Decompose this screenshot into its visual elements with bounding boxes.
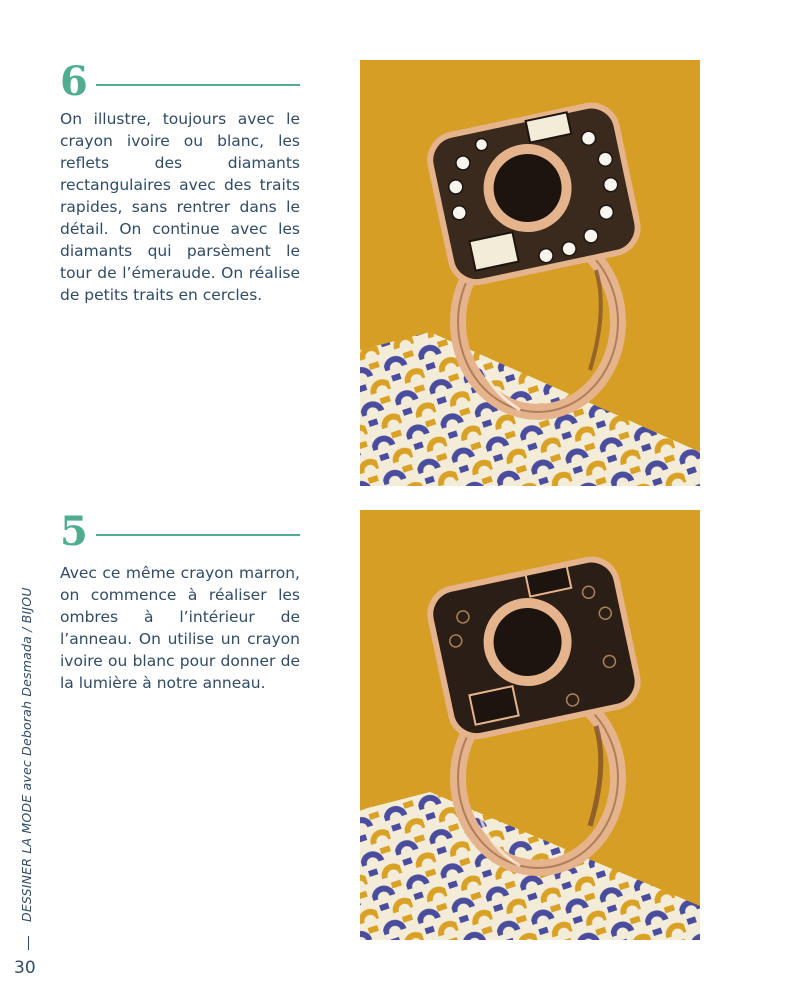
step-5-header [60,508,300,555]
step-6-header [60,58,300,105]
step-number: 5 [60,508,88,555]
step-divider [96,534,300,536]
ring-illustration-step-5 [360,510,700,940]
step-instructions: On illustre, toujours avec le crayon ivoire ou blanc, les reflets des diamants rectangulaires avec des traits rapides, sans rentrer dans le détail. On continue avec les diamants qui parsèment le tour de l’émeraude. On réalise de petits traits en cercles. [60,110,300,304]
step-6 [60,58,300,306]
sidebar-divider [28,936,29,950]
step-number: 6 [60,58,88,105]
step-instructions: Avec ce même crayon marron, on commence à réaliser les ombres à l’intérieur de l’anneau. On utilise un crayon ivoire ou blanc pour donner de la lumière à notre anneau. [60,564,300,692]
ring-illustration-step-6 [360,60,700,486]
step-5 [60,508,300,694]
series-title: DESSINER LA MODE avec Deborah Desmada / BIJOU [19,587,34,922]
page-number: 30 [14,958,36,978]
step-divider [96,84,300,86]
